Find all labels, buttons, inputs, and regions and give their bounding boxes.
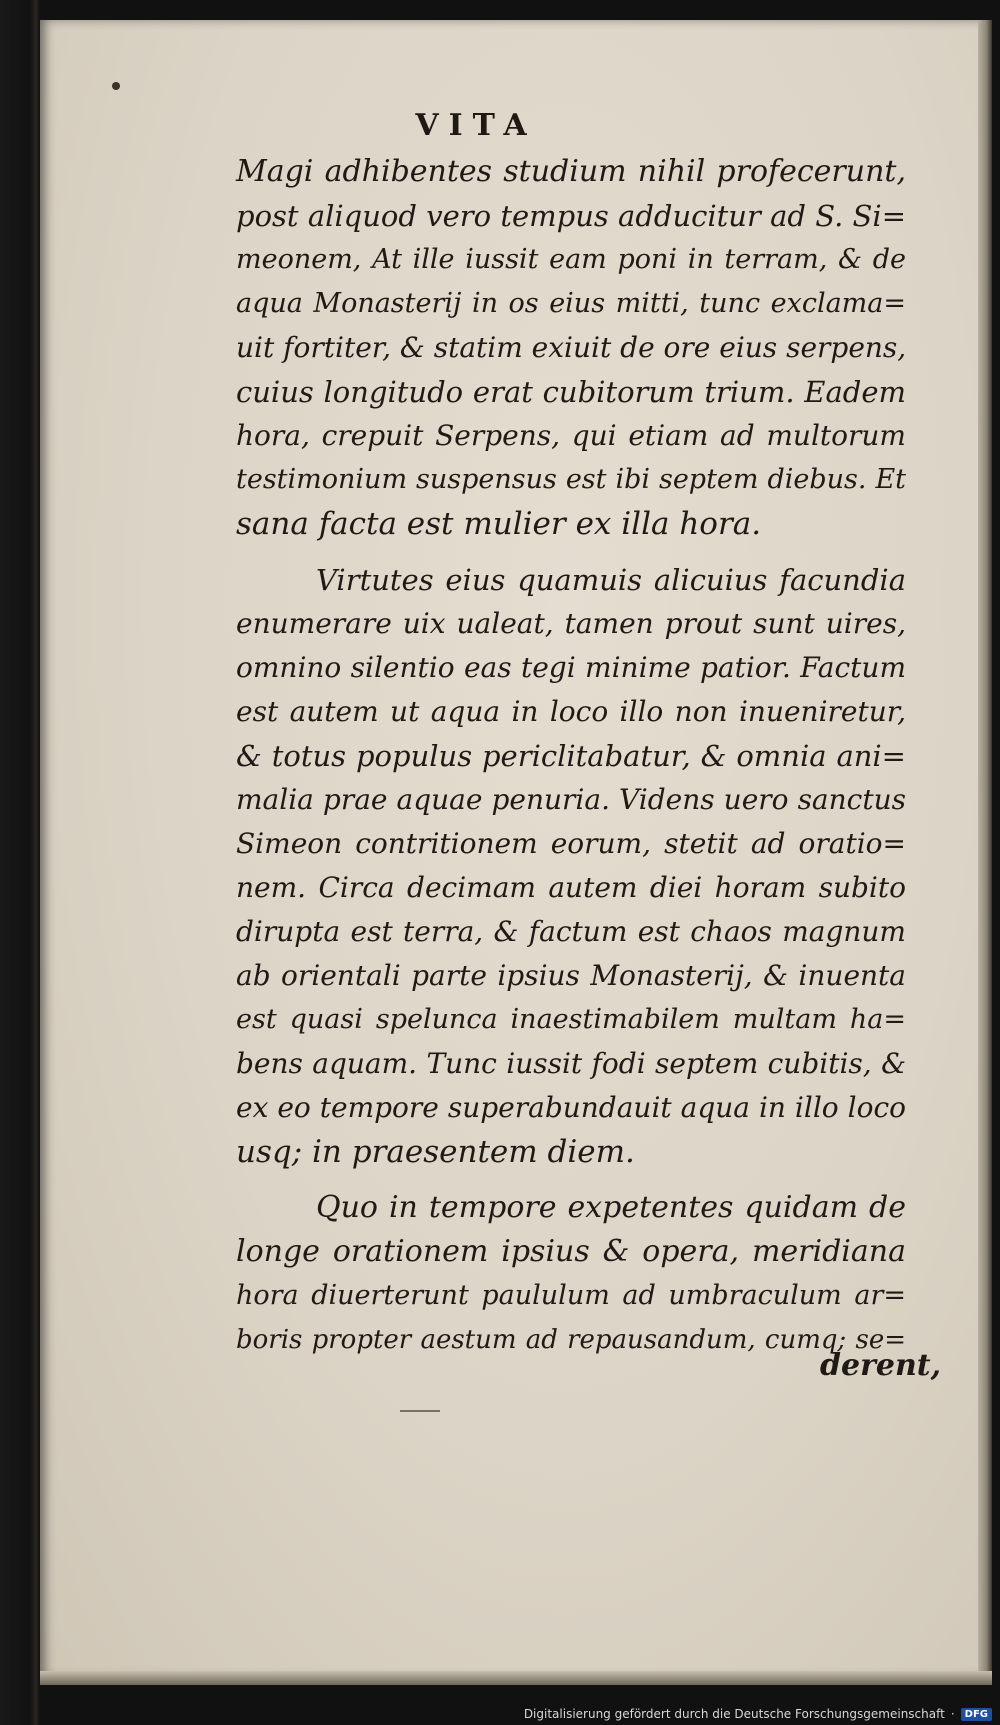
page-edge-bottom bbox=[40, 1671, 992, 1685]
text-line: ex eo tempore superabundauit aqua in illo loco bbox=[236, 1091, 906, 1124]
text-line: usq; in praesentem diem. bbox=[236, 1134, 635, 1170]
text-line: cuius longitudo erat cubitorum trium. Eadem bbox=[236, 375, 906, 409]
text-line: Simeon contritionem eorum, stetit ad oratio= bbox=[236, 827, 906, 860]
text-line: ab orientali parte ipsius Monasterij, & inuenta bbox=[236, 959, 906, 992]
credit-text: Digitalisierung gefördert durch die Deutsche Forschungsgemeinschaft bbox=[523, 1707, 945, 1721]
text-line: nem. Circa decimam autem diei horam subito bbox=[236, 871, 906, 904]
text-line: longe orationem ipsius & opera, meridiana bbox=[236, 1234, 906, 1269]
text-line: Virtutes eius quamuis alicuius facundia bbox=[316, 563, 906, 597]
text-line: meonem, At ille iussit eam poni in terram, & de bbox=[236, 244, 906, 275]
ink-mark bbox=[400, 1410, 440, 1412]
text-line: malia prae aquae penuria. Videns uero sanctus bbox=[236, 783, 906, 816]
text-line: & totus populus periclitabatur, & omnia ani= bbox=[236, 739, 906, 773]
paragraph-1 bbox=[236, 150, 906, 546]
paragraph-2 bbox=[236, 558, 906, 1174]
ink-spot bbox=[112, 82, 120, 90]
separator: · bbox=[950, 1707, 955, 1721]
text-line: hora diuerterunt paululum ad umbraculum ar= bbox=[236, 1280, 906, 1311]
catchword: derent, bbox=[820, 1348, 942, 1383]
text-line: bens aquam. Tunc iussit fodi septem cubitis, & bbox=[236, 1047, 906, 1080]
text-line: boris propter aestum ad repausandum, cumq; se= bbox=[236, 1325, 906, 1355]
text-line: post aliquod vero tempus adducitur ad S. Si= bbox=[236, 199, 906, 233]
text-line: est autem ut aqua in loco illo non inueniretur, bbox=[236, 695, 906, 728]
text-line: est quasi spelunca inaestimabilem multam ha= bbox=[236, 1004, 906, 1035]
dfg-logo-icon: DFG bbox=[961, 1708, 992, 1721]
text-line: Magi adhibentes studium nihil profecerunt, bbox=[236, 154, 906, 189]
text-line: uit fortiter, & statim exiuit de ore eius serpens, bbox=[236, 331, 907, 364]
text-line: omnino silentio eas tegi minime patior. Factum bbox=[236, 651, 906, 684]
text-line: hora, crepuit Serpens, qui etiam ad multorum bbox=[236, 419, 906, 452]
text-line: sana facta est mulier ex illa hora. bbox=[236, 506, 762, 542]
page-edge-right bbox=[978, 20, 992, 1685]
text-line: enumerare uix ualeat, tamen prout sunt uires, bbox=[236, 607, 906, 640]
text-line: Quo in tempore expetentes quidam de bbox=[316, 1190, 906, 1225]
text-line: dirupta est terra, & factum est chaos magnum bbox=[236, 915, 906, 948]
body-text bbox=[236, 150, 906, 1374]
digitization-credit bbox=[524, 1707, 992, 1721]
text-line: aqua Monasterij in os eius mitti, tunc exclama= bbox=[236, 288, 906, 319]
text-line: testimonium suspensus est ibi septem diebus. Et bbox=[236, 464, 906, 495]
running-title: VITA bbox=[415, 108, 537, 143]
paragraph-3 bbox=[236, 1186, 906, 1362]
